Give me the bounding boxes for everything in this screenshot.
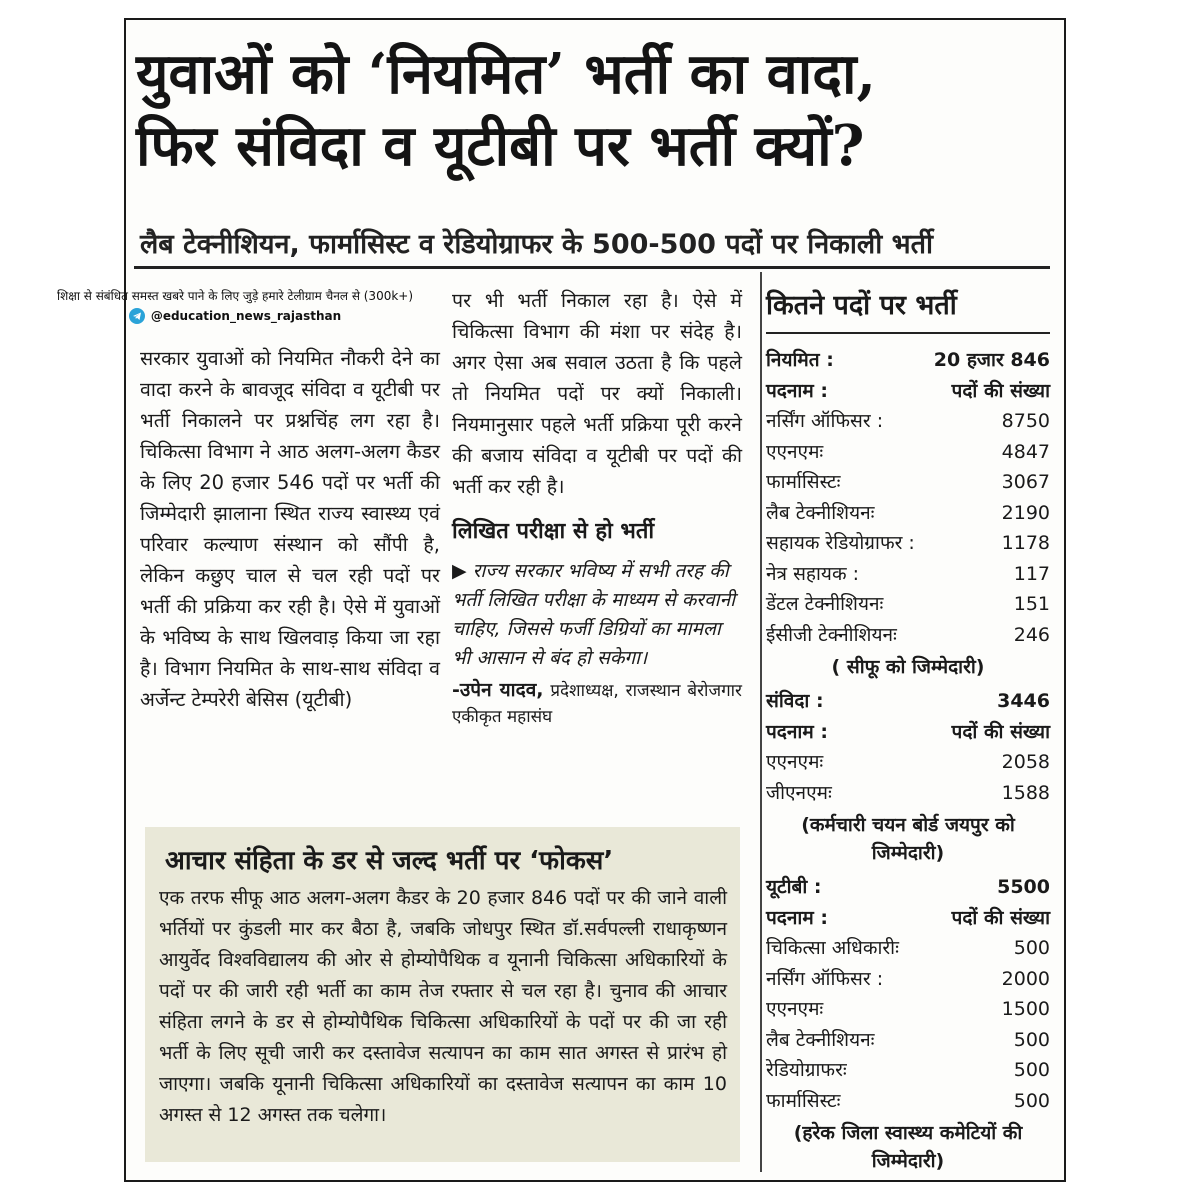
section-total: 5500 <box>997 876 1050 898</box>
post-name: नर्सिंग ऑफिसर : <box>766 967 884 990</box>
table-row <box>766 1087 1050 1118</box>
table-header <box>766 718 1050 749</box>
quote-attribution <box>452 677 742 730</box>
post-count: 117 <box>1013 562 1050 585</box>
post-count: 8750 <box>1001 410 1050 432</box>
post-count: 500 <box>1013 1059 1050 1081</box>
table-row <box>766 934 1050 965</box>
post-name: डेंटल टेक्नीशियनः <box>766 593 884 615</box>
section-total-row <box>766 687 1050 718</box>
post-name: फार्मासिस्टः <box>766 471 841 493</box>
section-total: 20 हजार 846 <box>933 349 1050 371</box>
post-name: लैब टेक्नीशियनः <box>766 1028 875 1051</box>
column-2-text: पर भी भर्ती निकाल रहा है। ऐसे में चिकित्सा विभाग की मंशा पर संदेह है। अगर ऐसा अब सवाल उठता है कि पहले तो नियमित पदों पर क्यों निकाली। नियमानुसार पहले भर्ती प्रक्रिया पूरी करने की बजाय संविदा व यूटीबी पर पदों की भर्ती कर रही है। <box>452 289 742 498</box>
post-count: 2190 <box>1001 501 1050 524</box>
quote-marker-icon: ▶ <box>452 560 467 582</box>
table-row <box>766 468 1050 499</box>
post-count: 1588 <box>1001 781 1050 804</box>
table-row <box>766 748 1050 779</box>
telegram-watermark <box>20 287 450 324</box>
section-label: यूटीबी : <box>766 876 822 898</box>
post-name: जीएनएमः <box>766 781 832 804</box>
table-row <box>766 1026 1050 1057</box>
post-name: नेत्र सहायक : <box>766 562 859 585</box>
post-count: 500 <box>1013 1089 1050 1112</box>
post-name: एएनएमः <box>766 751 824 773</box>
divider <box>134 266 1050 269</box>
post-count: 1178 <box>1001 532 1050 554</box>
post-name: ईसीजी टेक्नीशियनः <box>766 623 897 646</box>
header-post-count: पदों की संख्या <box>951 906 1050 929</box>
post-count: 3067 <box>1001 471 1050 493</box>
article-column-2 <box>452 285 742 730</box>
table-row <box>766 779 1050 810</box>
post-count: 2058 <box>1001 751 1050 773</box>
table-row <box>766 407 1050 438</box>
table-row <box>766 560 1050 591</box>
sidebar-title: कितने पदों पर भर्ती <box>766 285 1050 334</box>
header-post-name: पदनाम : <box>766 379 828 402</box>
section-label: संविदा : <box>766 690 824 712</box>
telegram-icon <box>129 308 145 324</box>
header-post-count: पदों की संख्या <box>951 720 1050 743</box>
watermark-text: शिक्षा से संबंधित समस्त खबरे पाने के लिए जुड़े हमारे टेलीग्राम चैनल से (300k+) <box>56 289 414 303</box>
post-name: एएनएमः <box>766 998 824 1020</box>
post-count: 246 <box>1013 623 1050 646</box>
section-subtitle: लिखित परीक्षा से हो भर्ती <box>452 519 655 544</box>
responsibility-note: ( सीफू को जिम्मेदारी) <box>831 656 985 678</box>
headline-line-1: युवाओं को ‘नियमित’ भर्ती का वादा, <box>136 41 876 107</box>
section-total-row <box>766 346 1050 377</box>
header-post-name: पदनाम : <box>766 720 828 743</box>
headline-line-2: फिर संविदा व यूटीबी पर भर्ती क्यों? <box>136 113 865 179</box>
post-name: रेडियोग्राफरः <box>766 1059 847 1081</box>
table-row <box>766 529 1050 560</box>
header-post-count: पदों की संख्या <box>951 379 1050 402</box>
pull-quote <box>452 557 742 673</box>
post-count: 1500 <box>1001 998 1050 1020</box>
highlight-box <box>145 827 740 1162</box>
post-count: 2000 <box>1001 967 1050 990</box>
section-total: 3446 <box>997 690 1050 712</box>
post-name: चिकित्सा अधिकारीः <box>766 937 899 959</box>
quote-text: राज्य सरकार भविष्य में सभी तरह की भर्ती लिखित परीक्षा के माध्यम से करवानी चाहिए, जिससे फर्जी डिग्रियों का मामला भी आसान से बंद हो सकेगा। <box>452 560 736 669</box>
table-row <box>766 621 1050 652</box>
post-name: एएनएमः <box>766 440 824 463</box>
watermark-handle-row[interactable] <box>20 308 450 324</box>
table-row <box>766 995 1050 1026</box>
post-count: 151 <box>1013 593 1050 615</box>
responsibility-note: (हरेक जिला स्वास्थ्य कमेटियों की जिम्मेदारी) <box>793 1122 1023 1172</box>
headline <box>136 38 1056 182</box>
box-text: एक तरफ सीफू आठ अलग-अलग कैडर के 20 हजार 846 पदों पर की जाने वाली भर्तियों पर कुंडली मार कर बैठा है, जबकि जोधपुर स्थित डॉ.सर्वपल्ली राधाकृष्णन आयुर्वेद विश्वविद्यालय की ओर से होम्योपैथिक व यूनानी चिकित्सा अधिकारियों के पदों पर की जारी रही भर्ती का काम तेज रफ्तार से चल रहा है। चुनाव की आचार संहिता लगने के डर से होम्योपैथिक चिकित्सा अधिकारियों के पदों पर की जा रही भर्ती के लिए सूची जारी कर दस्तावेज सत्यापन का काम सात अगस्त से प्रारंभ हो जाएगा। जबकि यूनानी चिकित्सा अधिकारियों का दस्तावेज सत्यापन का काम 10 अगस्त से 12 अगस्त तक चलेगा। <box>159 887 727 1126</box>
responsibility-note: (कर्मचारी चयन बोर्ड जयपुर को जिम्मेदारी) <box>801 814 1015 864</box>
table-row <box>766 1056 1050 1087</box>
table-row <box>766 590 1050 621</box>
table-row <box>766 965 1050 996</box>
box-title: आचार संहिता के डर से जल्द भर्ती पर ‘फोकस’ <box>165 846 614 876</box>
post-name: फार्मासिस्टः <box>766 1089 841 1112</box>
column-divider <box>760 272 762 1172</box>
section-label: नियमित : <box>766 349 834 371</box>
attribution-role: प्रदेशाध्यक्ष, राजस्थान बेरोजगार एकीकृत महासंघ <box>452 681 743 727</box>
post-name: लैब टेक्नीशियनः <box>766 501 875 524</box>
table-header <box>766 904 1050 935</box>
post-name: सहायक रेडियोग्राफर : <box>766 532 915 554</box>
post-count: 500 <box>1013 1028 1050 1051</box>
table-row <box>766 438 1050 469</box>
header-post-name: पदनाम : <box>766 906 828 929</box>
watermark-handle[interactable]: @education_news_rajasthan <box>150 309 342 323</box>
subheadline: लैब टेक्नीशियन, फार्मासिस्ट व रेडियोग्राफर के 500-500 पदों पर निकाली भर्ती <box>140 229 933 260</box>
posts-sidebar <box>766 285 1050 1181</box>
table-row <box>766 499 1050 530</box>
table-header <box>766 377 1050 408</box>
section-total-row <box>766 873 1050 904</box>
post-count: 500 <box>1013 937 1050 959</box>
post-count: 4847 <box>1001 440 1050 463</box>
article-column-1: सरकार युवाओं को नियमित नौकरी देने का वादा करने के बावजूद संविदा व यूटीबी पर भर्ती निकालने पर प्रश्नचिंह लग रहा है। चिकित्सा विभाग ने आठ अलग-अलग कैडर के लिए 20 हजार 546 पदों पर भर्ती की जिम्मेदारी झालाना स्थित राज्य स्वास्थ्य एवं परिवार कल्याण संस्थान को सौंपी है, लेकिन कछुए चाल से चल रही पदों पर भर्ती की प्रक्रिया कर रही है। ऐसे में युवाओं के भविष्य के साथ खिलवाड़ किया जा रहा है। विभाग नियमित के साथ-साथ संविदा व अर्जेन्ट टेम्परेरी बेसिस (यूटीबी) <box>140 347 440 711</box>
post-name: नर्सिंग ऑफिसर : <box>766 410 884 432</box>
attribution-name: -उपेन यादव, <box>452 679 544 701</box>
